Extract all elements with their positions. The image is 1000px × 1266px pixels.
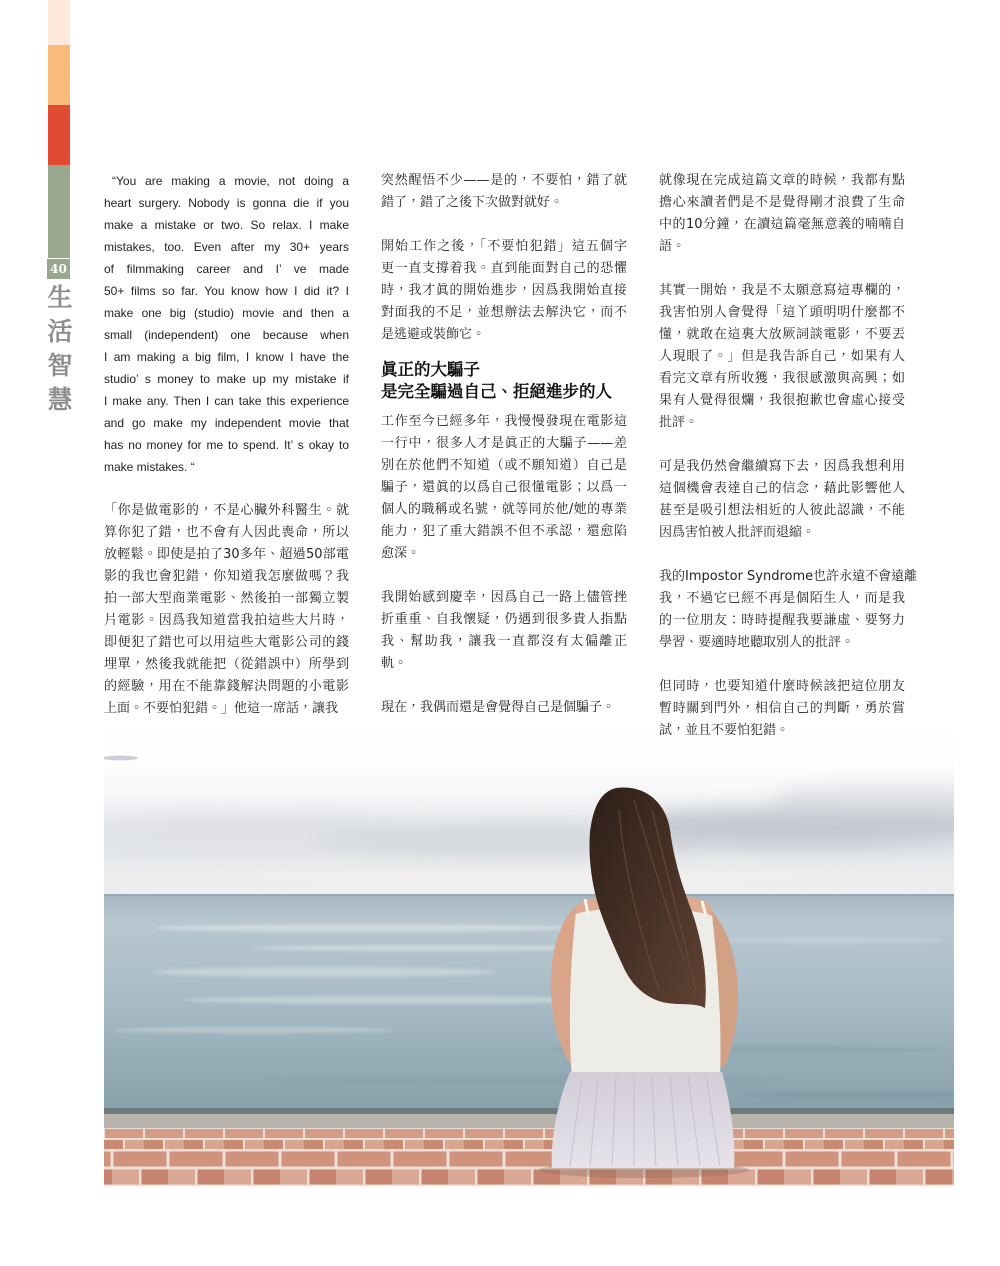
text-line: 語。: [659, 239, 686, 254]
text-line: 學習、要適時地聽取別人的批評。: [659, 635, 855, 650]
text-line: 我、幫助我，讓我一直都沒有太偏離正: [381, 634, 627, 649]
text-line: 我開始感到慶幸，因爲自己一路上儘管挫: [381, 590, 627, 605]
text-line: mistakes, too. Even after my 30+ years: [104, 240, 349, 254]
brick-pavement-far: [104, 1128, 954, 1150]
pleated-skirt: [552, 1072, 735, 1168]
ledge-shadow: [104, 1108, 954, 1115]
heading-line: 是完全騙過自己、拒絕進步的人: [381, 382, 612, 401]
color-band-red: [48, 105, 70, 165]
text-line: 時，我才眞的開始進步，因爲我開始直接: [381, 283, 627, 298]
text-line: 突然醒悟不少——是的，不要怕，錯了就: [381, 173, 627, 188]
color-band-orange: [48, 45, 70, 105]
paragraph: [104, 500, 349, 720]
text-line: 開始工作之後，「不要怕犯錯」這五個字: [381, 239, 627, 254]
text-line: 試，並且不要怕犯錯。: [659, 723, 790, 738]
wave-highlight: [154, 924, 574, 932]
paragraph: [381, 587, 627, 675]
text-line: 看完文章有所收獲，我很感激與高興；如: [659, 371, 905, 386]
text-line: 上面。不要怕犯錯。」他這一席話，讓我: [104, 701, 339, 716]
wave-highlight: [704, 937, 944, 943]
text-line: 一行中，很多人才是眞正的大騙子——差: [381, 436, 627, 451]
ledge-top: [104, 1114, 954, 1128]
text-line: 算你犯了錯，也不會有人因此喪命，所以: [104, 525, 349, 540]
text-line: 擔心來讀者們是不是覺得剛才浪費了生命: [659, 195, 905, 210]
column-2-body-bottom: [381, 411, 627, 719]
text-line: I make any. Then I can take this experience: [104, 394, 349, 408]
section-title: 生活智慧: [44, 284, 73, 420]
text-line: 的經驗，用在不能靠錢解決問題的小電影: [104, 679, 349, 694]
text-line: 可是我仍然會繼續寫下去，因爲我想利用: [659, 459, 905, 474]
text-line: 別在於他們不知道（或不願知道）自己是: [381, 458, 627, 473]
text-line: 因爲害怕被人批評而退縮。: [659, 525, 816, 540]
text-line: of filmmaking career and I’ ve made: [104, 262, 349, 276]
paragraph: [381, 411, 627, 565]
section-heading: [381, 359, 627, 403]
text-line: 就像現在完成這篇文章的時候，我都有點: [659, 173, 905, 188]
text-line: 即便犯了錯也可以用這些大電影公司的錢: [104, 635, 349, 650]
paragraph: [104, 170, 349, 478]
text-line: 工作至今已經多年，我慢慢發現在電影這: [381, 414, 627, 429]
text-line: 騙子，還眞的以爲自己很懂電影；以爲一: [381, 480, 627, 495]
wave-highlight: [114, 1027, 394, 1033]
article-column-2: [381, 170, 627, 719]
paragraph: [659, 280, 905, 434]
page-number: 40: [47, 258, 70, 279]
column-3-body: [659, 170, 918, 742]
text-line: 影的我也會犯錯，你知道我怎麼做嗎？我: [104, 569, 349, 584]
heading-line: 眞正的大騙子: [381, 360, 480, 379]
text-line: 個人的職稱或名號，就等同於他/她的專業: [381, 502, 627, 517]
text-line: make a mistake or two. So relax. I make: [104, 218, 349, 232]
text-line: 埋單，然後我就能把（從錯誤中）所學到: [104, 657, 349, 672]
article-column-3: [659, 170, 918, 742]
text-line: 放輕鬆。即使是拍了30多年、超過50部電: [104, 547, 349, 562]
text-line: heart surgery. Nobody is gonna die if you: [104, 196, 349, 210]
text-line: studio’ s money to make up my mistake if: [104, 372, 349, 386]
text-line: 愈深。: [381, 546, 421, 561]
paragraph: [659, 456, 905, 544]
text-line: 我害怕別人會覺得「這丫頭明明什麼都不: [659, 305, 905, 320]
text-line: 中的10分鐘，在讀這篇毫無意義的喃喃自: [659, 217, 905, 232]
text-line: 是逃避或裝飾它。: [381, 327, 486, 342]
wave-highlight: [154, 967, 494, 977]
text-line: 批評。: [659, 415, 699, 430]
color-band-sage: [48, 165, 70, 258]
brick-pavement-near: [104, 1150, 954, 1186]
paragraph: [381, 697, 627, 719]
text-line: 拍一部大型商業電影、然後拍一部獨立製: [104, 591, 349, 606]
text-line: 「你是做電影的，不是心臟外科醫生。就: [104, 503, 349, 518]
text-line: 片電影。因爲我知道當我拍這些大片時，: [104, 613, 349, 628]
text-line: 人現眼了。」但是我告訴自己，如果有人: [659, 349, 905, 364]
text-line: 現在，我偶而還是會覺得自己是個騙子。: [381, 700, 616, 715]
text-line: 折重重、自我懷疑，仍遇到很多貴人指點: [381, 612, 627, 627]
text-line: and go make my independent movie that: [104, 416, 349, 430]
text-line: 但同時，也要知道什麼時候該把這位朋友: [659, 679, 905, 694]
text-line: 暫時關到門外，相信自己的判斷，勇於嘗: [659, 701, 905, 716]
text-line: 對面我的不足，並想辦法去解決它，而不: [381, 305, 627, 320]
column-1-body: [104, 170, 349, 720]
paragraph: [381, 236, 627, 346]
text-line: 懂，就敢在這裏大放厥詞談電影，不要丟: [659, 327, 905, 342]
text-line: make mistakes. “: [104, 460, 195, 474]
text-line: I am making a big film, I know I have the: [104, 350, 349, 364]
text-line: 其實一開始，我是不太願意寫這專欄的，: [659, 283, 905, 298]
text-line: 錯了，錯了之後下次做對就好。: [381, 195, 564, 210]
horizon-line: [104, 894, 954, 896]
text-line: 我的Impostor Syndrome也許永遠不會遠離: [659, 569, 918, 584]
text-line: make one big (studio) movie and then a: [104, 306, 349, 320]
text-line: 50+ films so far. You know how I did it? I: [104, 284, 349, 298]
horizon-haze: [104, 866, 954, 890]
text-line: 更一直支撐着我。直到能面對自己的恐懼: [381, 261, 627, 276]
text-line: 軌。: [381, 656, 408, 671]
article-column-1: [104, 170, 349, 720]
paragraph: [659, 566, 918, 654]
text-line: 的一位朋友：時時提醒我要謙虛、要努力: [659, 613, 905, 628]
text-line: 甚至是吸引想法相近的人彼此認識，不能: [659, 503, 905, 518]
column-2-body-top: [381, 170, 627, 346]
paragraph: [659, 676, 905, 742]
paragraph: [381, 170, 627, 214]
text-line: has no money for me to spend. It’ s okay to: [104, 438, 349, 452]
text-line: 果有人覺得很爛，我很抱歉也會虛心接受: [659, 393, 905, 408]
text-line: 這個機會表達自己的信念，藉此影響他人: [659, 481, 905, 496]
seaside-photo: [104, 700, 954, 1186]
text-line: small (independent) one because when: [104, 328, 349, 342]
color-band-peach: [48, 0, 70, 45]
text-line: “You are making a movie, not doing a: [112, 174, 349, 188]
paragraph: [659, 170, 905, 258]
text-line: 我，不過它已經不再是個陌生人，而是我: [659, 591, 905, 606]
text-line: 能力，犯了重大錯誤不但不承認，還愈陷: [381, 524, 627, 539]
